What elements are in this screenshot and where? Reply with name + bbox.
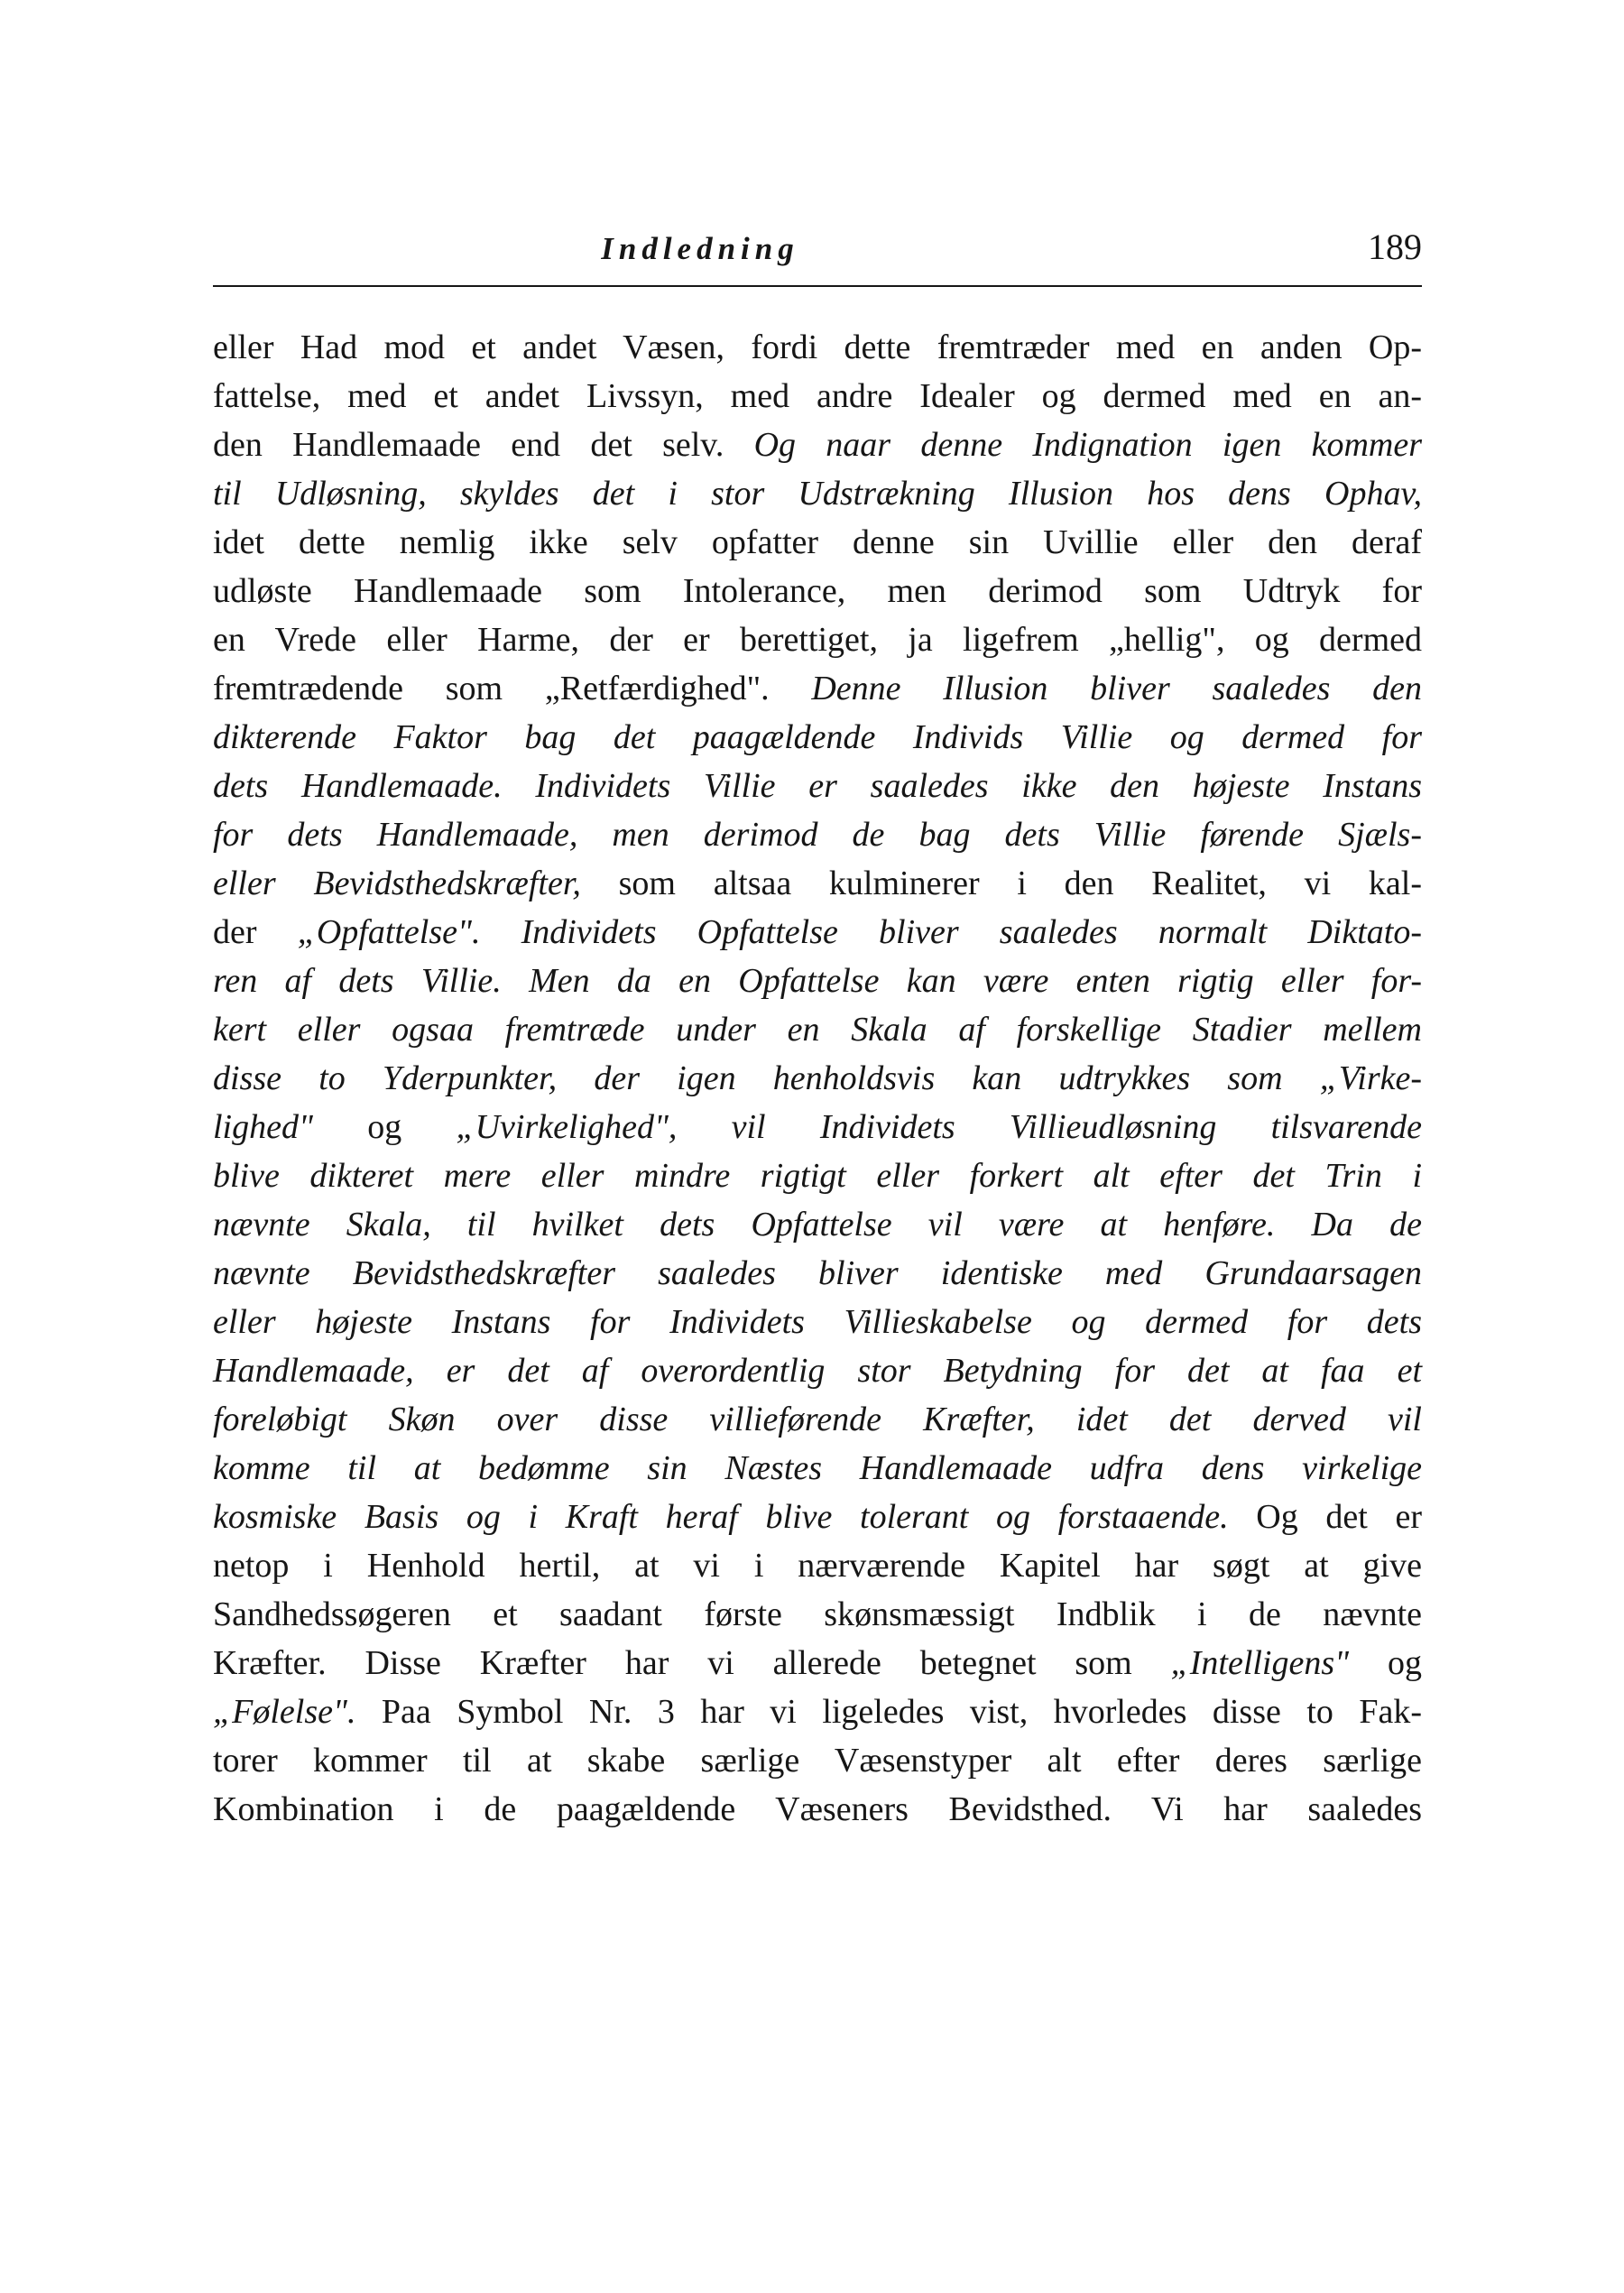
text-line	[213, 1103, 1422, 1151]
text-line	[213, 1151, 1422, 1200]
text-run: Paa Symbol Nr. 3 har vi ligeledes vist, hvorledes disse to Fak-	[355, 1693, 1422, 1731]
text-run: som altsaa kulminerer i den Realitet, vi kal-	[580, 864, 1422, 902]
text-run: idet dette nemlig ikke selv opfatter denne sin Uvillie eller den deraf	[213, 523, 1422, 561]
text-line	[213, 1639, 1422, 1687]
text-line	[213, 762, 1422, 810]
text-line	[213, 567, 1422, 615]
text-run: en Vrede eller Harme, der er berettiget, ja ligefrem „hellig", og dermed	[213, 621, 1422, 659]
book-page	[213, 0, 1422, 2293]
text-run: fattelse, med et andet Livssyn, med andre Idealer og dermed med en an-	[213, 377, 1422, 415]
text-line	[213, 1346, 1422, 1395]
italic-text-run: Handlemaade, er det af overordentlig stor Betydning for det at faa et	[213, 1352, 1422, 1390]
italic-text-run: nævnte Skala, til hvilket dets Opfattelse vil være at henføre. Da de	[213, 1206, 1422, 1244]
text-line	[213, 1785, 1422, 1834]
italic-text-run: for dets Handlemaade, men derimod de bag dets Villie førende Sjæls-	[213, 816, 1422, 854]
italic-text-run: Og naar denne Indignation igen kommer	[753, 426, 1422, 464]
text-run: eller Had mod et andet Væsen, fordi dette fremtræder med en anden Op-	[213, 328, 1422, 366]
text-line	[213, 421, 1422, 469]
italic-text-run: „Uvirkelighed", vil Individets Villieudløsning tilsvarende	[456, 1108, 1423, 1146]
text-line	[213, 1395, 1422, 1444]
text-run: fremtrædende som „Retfærdighed".	[213, 670, 812, 707]
text-line	[213, 518, 1422, 567]
text-run: netop i Henhold hertil, at vi i nærværende Kapitel har søgt at give	[213, 1547, 1422, 1585]
text-line	[213, 615, 1422, 664]
text-line	[213, 713, 1422, 762]
italic-text-run: til Udløsning, skyldes det i stor Udstrækning Illusion hos dens Ophav,	[213, 475, 1422, 513]
text-run: og	[1349, 1644, 1422, 1682]
italic-text-run: nævnte Bevidsthedskræfter saaledes bliver identiske med Grundaarsagen	[213, 1254, 1422, 1292]
text-line	[213, 323, 1422, 372]
text-line	[213, 1200, 1422, 1249]
text-line	[213, 1590, 1422, 1639]
italic-text-run: „Følelse".	[213, 1693, 356, 1731]
text-run: der	[213, 913, 298, 951]
italic-text-run: eller Bevidsthedskræfter,	[213, 864, 581, 902]
text-line	[213, 664, 1422, 713]
text-line	[213, 908, 1422, 957]
page-header	[213, 229, 1422, 282]
italic-text-run: kert eller ogsaa fremtræde under en Skala af forskellige Stadier mellem	[213, 1011, 1422, 1049]
text-line	[213, 957, 1422, 1005]
text-line	[213, 1298, 1422, 1346]
italic-text-run: kosmiske Basis og i Kraft heraf blive tolerant og forstaaende.	[213, 1498, 1229, 1536]
text-run: Kombination i de paagældende Væseners Bevidsthed. Vi har saaledes	[213, 1790, 1422, 1828]
text-line	[213, 1054, 1422, 1103]
italic-text-run: dets Handlemaade. Individets Villie er saaledes ikke den højeste Instans	[213, 767, 1422, 805]
text-run: Kræfter. Disse Kræfter har vi allerede betegnet som	[213, 1644, 1171, 1682]
italic-text-run: Denne Illusion bliver saaledes den	[811, 670, 1422, 707]
italic-text-run: dikterende Faktor bag det paagældende Individs Villie og dermed for	[213, 718, 1422, 756]
text-line	[213, 1444, 1422, 1493]
italic-text-run: disse to Yderpunkter, der igen henholdsvis kan udtrykkes som „Virke-	[213, 1059, 1422, 1097]
running-title: Indledning	[601, 231, 799, 266]
italic-text-run: „Intelligens"	[1170, 1644, 1350, 1682]
text-line	[213, 1687, 1422, 1736]
page-number: 189	[1368, 227, 1422, 267]
italic-text-run: blive dikteret mere eller mindre rigtigt eller forkert alt efter det Trin i	[213, 1157, 1422, 1195]
text-line	[213, 1005, 1422, 1054]
italic-text-run: eller højeste Instans for Individets Villieskabelse og dermed for dets	[213, 1303, 1422, 1341]
text-run: den Handlemaade end det selv.	[213, 426, 754, 464]
text-run: torer kommer til at skabe særlige Væsenstyper alt efter deres særlige	[213, 1742, 1422, 1780]
body-text	[213, 323, 1422, 1834]
text-run: udløste Handlemaade som Intolerance, men derimod som Udtryk for	[213, 572, 1422, 610]
text-run: og	[312, 1108, 457, 1146]
text-line	[213, 1249, 1422, 1298]
header-rule	[213, 285, 1422, 287]
italic-text-run: komme til at bedømme sin Næstes Handlemaade udfra dens virkelige	[213, 1449, 1422, 1487]
italic-text-run: lighed"	[213, 1108, 313, 1146]
text-line	[213, 1736, 1422, 1785]
text-line	[213, 372, 1422, 421]
italic-text-run: „Opfattelse". Individets Opfattelse bliver saaledes normalt Diktato-	[297, 913, 1422, 951]
text-line	[213, 1493, 1422, 1541]
italic-text-run: ren af dets Villie. Men da en Opfattelse kan være enten rigtig eller for-	[213, 962, 1422, 1000]
text-run: Og det er	[1228, 1498, 1423, 1536]
text-line	[213, 810, 1422, 859]
text-line	[213, 859, 1422, 908]
text-run: Sandhedssøgeren et saadant første skønsmæssigt Indblik i de nævnte	[213, 1595, 1422, 1633]
text-line	[213, 469, 1422, 518]
italic-text-run: foreløbigt Skøn over disse villieførende Kræfter, idet det derved vil	[213, 1401, 1422, 1438]
text-line	[213, 1541, 1422, 1590]
